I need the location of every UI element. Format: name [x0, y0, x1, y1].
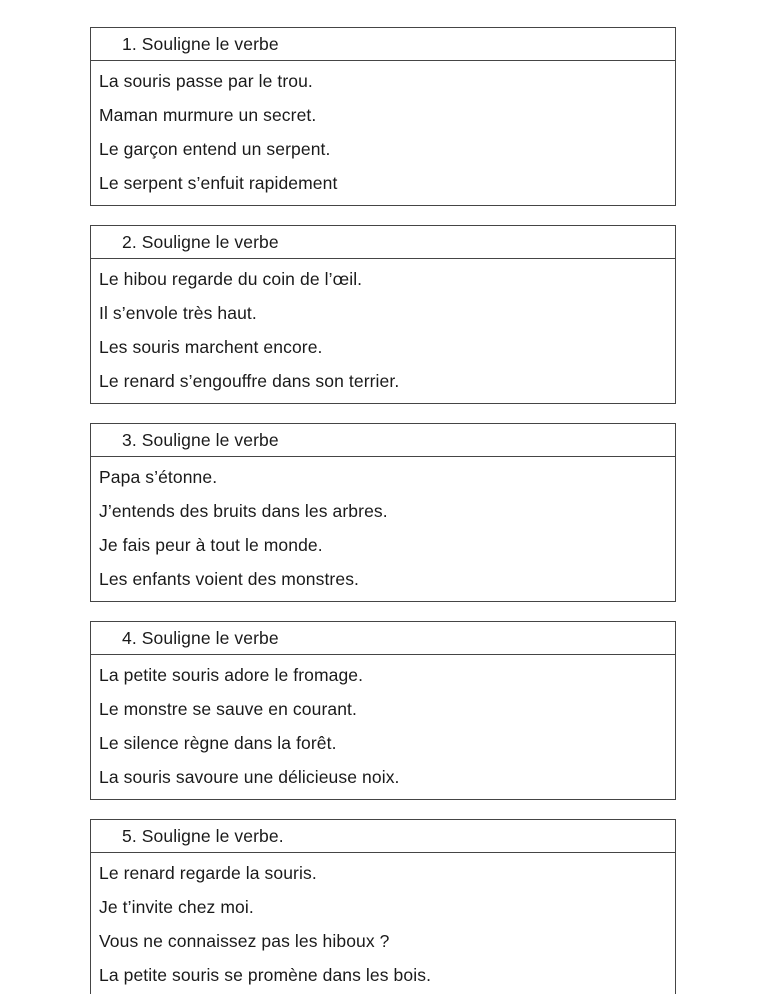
- exercise-box-2: [90, 225, 676, 404]
- exercise-body: [91, 655, 675, 799]
- exercise-title-text: 4. Souligne le verbe: [122, 628, 279, 648]
- sentence: La souris passe par le trou.: [99, 71, 313, 91]
- sentence: Je fais peur à tout le monde.: [99, 535, 323, 555]
- exercise-box-5: [90, 819, 676, 994]
- sentence: Je t’invite chez moi.: [99, 897, 254, 917]
- exercise-title: [91, 28, 675, 61]
- sentence: Il s’envole très haut.: [99, 303, 257, 323]
- exercise-title: [91, 424, 675, 457]
- sentence: Les enfants voient des monstres.: [99, 569, 360, 589]
- exercise-box-1: [90, 27, 676, 206]
- sentence: Vous ne connaissez pas les hiboux ?: [99, 931, 390, 951]
- exercise-body: [91, 457, 675, 601]
- exercise-title-text: 1. Souligne le verbe: [122, 34, 279, 54]
- sentence: Le monstre se sauve en courant.: [99, 699, 357, 719]
- sentence: Le serpent s’enfuit rapidement: [99, 173, 338, 193]
- exercise-title: [91, 622, 675, 655]
- sentence: La petite souris se promène dans les bois.: [99, 965, 432, 985]
- exercise-box-4: [90, 621, 676, 800]
- exercise-title-text: 5. Souligne le verbe.: [122, 826, 284, 846]
- exercise-body: [91, 61, 675, 205]
- sentence: Maman murmure un secret.: [99, 105, 317, 125]
- sentence: Le hibou regarde du coin de l’œil.: [99, 269, 363, 289]
- sentence: Le renard regarde la souris.: [99, 863, 317, 883]
- sentence: J’entends des bruits dans les arbres.: [99, 501, 388, 521]
- exercise-body: [91, 853, 675, 994]
- exercise-title: [91, 820, 675, 853]
- exercise-body: [91, 259, 675, 403]
- sentence: La petite souris adore le fromage.: [99, 665, 364, 685]
- sentence: Papa s’étonne.: [99, 467, 218, 487]
- sentence: La souris savoure une délicieuse noix.: [99, 767, 400, 787]
- sentence: Les souris marchent encore.: [99, 337, 323, 357]
- sentence: Le garçon entend un serpent.: [99, 139, 331, 159]
- exercise-title-text: 3. Souligne le verbe: [122, 430, 279, 450]
- sentence: Le renard s’engouffre dans son terrier.: [99, 371, 400, 391]
- exercise-title: [91, 226, 675, 259]
- exercise-title-text: 2. Souligne le verbe: [122, 232, 279, 252]
- sentence: Le silence règne dans la forêt.: [99, 733, 337, 753]
- exercise-box-3: [90, 423, 676, 602]
